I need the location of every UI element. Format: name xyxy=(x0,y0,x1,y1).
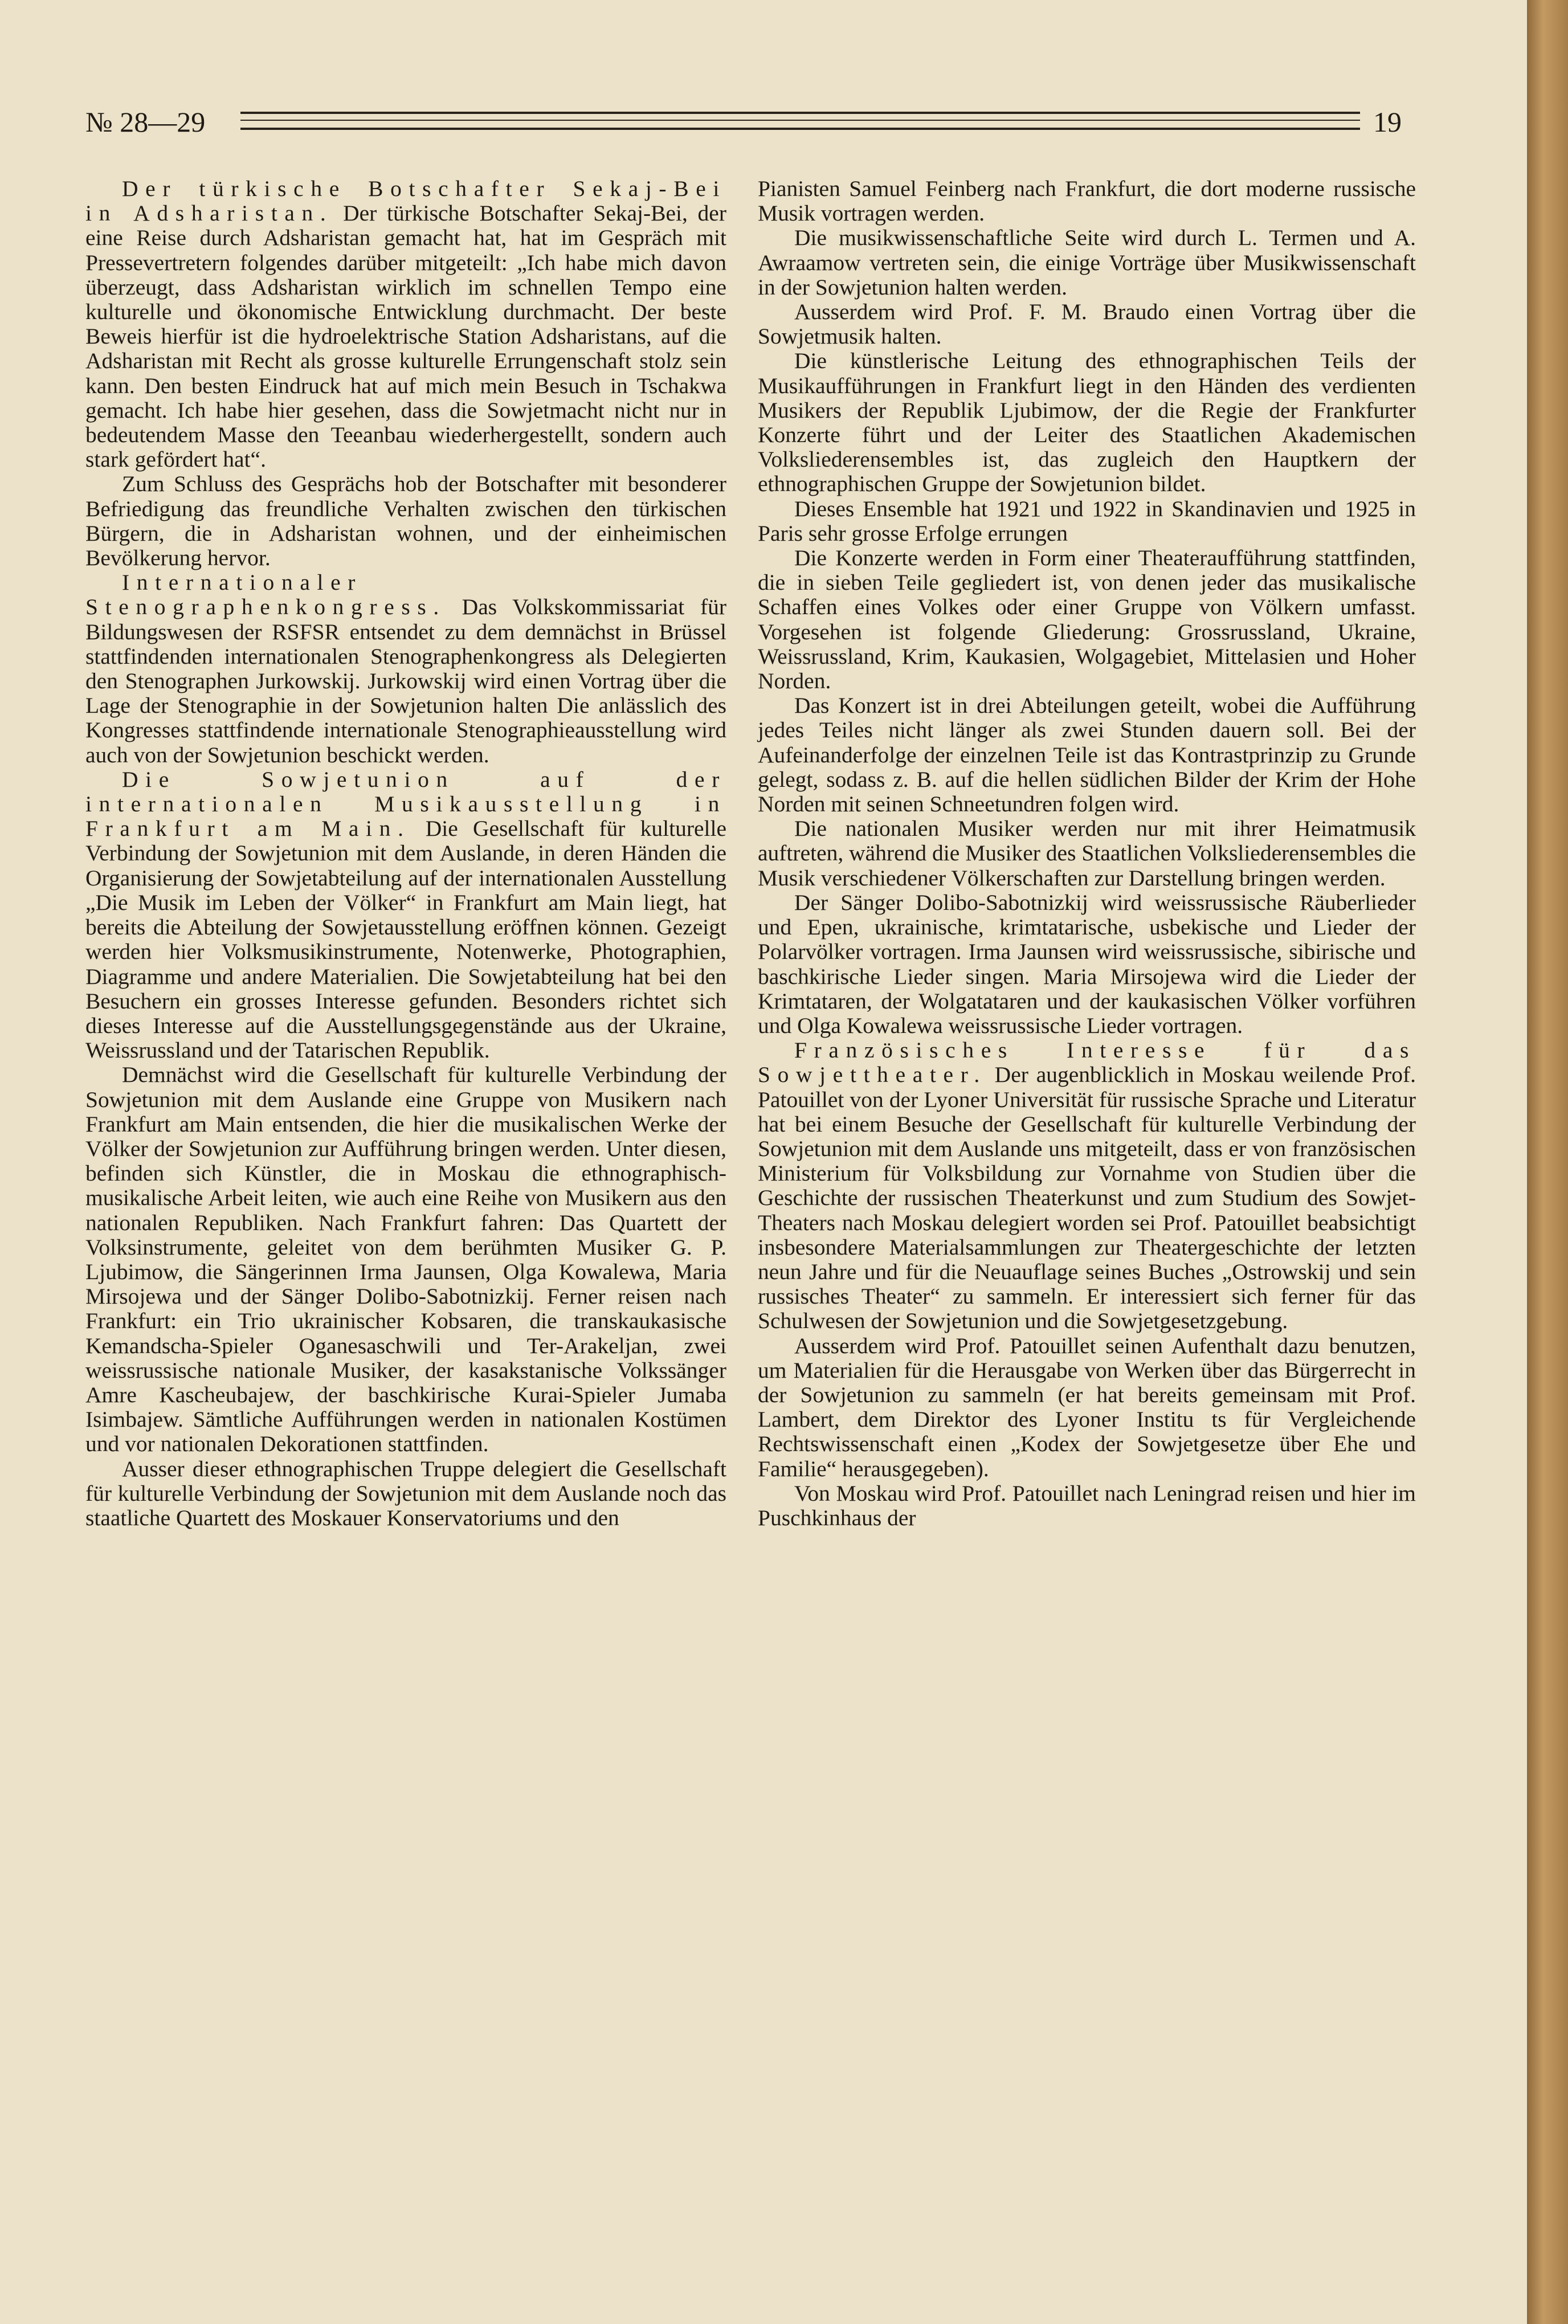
article-paragraph xyxy=(85,472,726,570)
paragraph-text: Pianisten Samuel Feinberg nach Frankfurt, die dort moderne russische Musik vortragen werden. xyxy=(758,176,1416,226)
article-paragraph xyxy=(758,1334,1416,1481)
article-paragraph xyxy=(758,816,1416,891)
article-heading: Der türkische Botschafter Sekaj-Bei in Adsharistan. xyxy=(85,176,726,226)
article-paragraph xyxy=(758,497,1416,546)
right-column xyxy=(758,177,1416,1530)
paragraph-text: Der augenblicklich in Moskau weilende Prof. Patouillet von der Lyoner Universität für russische Sprache und Literatur hat bei einem Besuche der Gesellschaft für kulturelle Verbindung der Sowjetunion mit dem Auslande uns mitgeteilt, dass er von französischen Ministerium für Volksbildung zur Vornahme von Studien über die Geschichte der russischen Theaterkunst und zum Studium des Sowjet-Theaters nach Moskau delegiert worden sei Prof. Patouillet beabsichtigt insbesondere Materialsammlungen zur Theatergeschichte der letzten neun Jahre und für die Neuauflage seines Buches „Ostrowskij und sein russisches Theater“ zu sammeln. Er interessiert sich ferner für das Schulwesen der Sowjetunion und die Sowjetgesetzgebung. xyxy=(758,1062,1416,1334)
header-rule-bottom xyxy=(240,128,1360,130)
paragraph-text: Dieses Ensemble hat 1921 und 1922 in Skandinavien und 1925 in Paris sehr grosse Erfolge errungen xyxy=(758,496,1416,546)
paragraph-text: Ausserdem wird Prof. F. M. Braudo einen Vortrag über die Sowjetmusik halten. xyxy=(758,299,1416,349)
paragraph-text: Die musikwissenschaftliche Seite wird durch L. Termen und A. Awraamow vertreten sein, die einige Vorträge über Musikwissenschaft in der Sowjetunion halten werden. xyxy=(758,225,1416,300)
article-paragraph xyxy=(758,177,1416,226)
paragraph-text: Die nationalen Musiker werden nur mit ihrer Heimatmusik auftreten, während die Musiker des Staatlichen Volksliederensembles die Musik verschiedener Völkerschaften zur Darstellung bringen werden. xyxy=(758,816,1416,891)
article-paragraph xyxy=(85,570,726,767)
article-paragraph xyxy=(85,177,726,472)
paragraph-text: Die künstlerische Leitung des ethnographischen Teils der Musikaufführungen in Frankfurt liegt in den Händen des verdienten Musikers der Republik Ljubimow, der die Regie der Frankfurter Konzerte führt und der Leiter des Staatlichen Akademischen Volksliederensembles ist, das zugleich den Hauptkern der ethnographischen Gruppe der Sowjetunion bildet. xyxy=(758,348,1416,497)
paragraph-text: Die Gesellschaft für kulturelle Verbindung der Sowjetunion mit dem Auslande, in deren Händen die Organisierung der Sowjetabteilung auf der internationalen Ausstellung „Die Musik im Leben der Völker“ in Frankfurt am Main liegt, hat bereits die Abteilung der Sowjetausstellung eröffnen können. Gezeigt werden hier Volksmusikinstrumente, Notenwerke, Photographien, Diagramme und andere Materialien. Die Sowjetabteilung hat bei den Besuchern ein grosses Interesse gefunden. Besonders richtet sich dieses Interesse auf die Ausstellungsgegenstände aus der Ukraine, Weissrussland und der Tatarischen Republik. xyxy=(85,816,727,1063)
article-paragraph xyxy=(85,1457,726,1531)
article-paragraph xyxy=(758,226,1416,300)
paragraph-text: Zum Schluss des Gesprächs hob der Botschafter mit besonderer Befriedigung das freundliche Verhalten zwischen den türkischen Bürgern, die in Adsharistan wohnen, und der einheimischen Bevölkerung hervor. xyxy=(85,471,726,571)
article-paragraph xyxy=(758,693,1416,816)
page-edge xyxy=(1527,0,1568,2324)
header-rule-top xyxy=(240,112,1360,114)
article-paragraph xyxy=(758,1038,1416,1333)
paragraph-text: Das Volkskommissariat für Bildungswesen der RSFSR entsendet zu dem demnächst in Brüssel stattfindenden internationalen Stenographenkongress als Delegierten den Stenographen Jurkowskij. Jurkowskij wird einen Vortrag über die Lage der Stenographie in der Sowjetunion halten Die anlässlich des Kongresses stattfindende internationale Stenographieausstellung wird auch von der Sowjetunion beschickt werden. xyxy=(85,594,727,767)
article-paragraph xyxy=(758,349,1416,496)
article-heading: Internationaler Stenographenkongress. xyxy=(85,570,446,620)
paragraph-text: Von Moskau wird Prof. Patouillet nach Leningrad reisen und hier im Puschkinhaus der xyxy=(758,1480,1416,1530)
paragraph-text: Der türkische Botschafter Sekaj-Bei, der eine Reise durch Adsharistan gemacht hat, hat im Gespräch mit Pressevertretern folgendes darüber mitgeteilt: „Ich habe mich davon überzeugt, dass Adsharistan wirklich im schnellen Tempo eine kulturelle und ökonomische Entwicklung durchmacht. Der beste Beweis hierfür ist die hydroelektrische Station Adsharistans, auf die Adsharistan mit Recht als grosse kulturelle Errungenschaft stolz sein kann. Den besten Eindruck hat auf mich mein Besuch in Tschakwa gemacht. Ich habe hier gesehen, dass die Sowjetmacht nicht nur in bedeutendem Masse den Teeanbau wiederhergestellt, sondern auch stark gefördert hat“. xyxy=(85,201,726,472)
article-heading: Die Sowjetunion auf der internationalen Musikausstellung in Frankfurt am Main. xyxy=(85,766,726,842)
article-paragraph xyxy=(758,1481,1416,1530)
paragraph-text: Das Konzert ist in drei Abteilungen geteilt, wobei die Aufführung jedes Teiles nicht länger als zwei Stunden dauern soll. Bei der Aufeinanderfolge der einzelnen Teile ist das Kontrastprinzip zu Grunde gelegt, sodass z. B. auf die hellen südlichen Bilder der Krim der Hohe Norden mit seinen Schneetundren folgen wird. xyxy=(758,693,1416,817)
paragraph-text: Ausserdem wird Prof. Patouillet seinen Aufenthalt dazu benutzen, um Materialien für die Herausgabe von Werken über das Bürgerrecht in der Sowjetunion zu sammeln (er hat bereits gemeinsam mit Prof. Lambert, dem Direktor des Lyoner Institu ts für Vergleichende Rechtswissenschaft einen „Kodex der Sowjetgesetze über Ehe und Familie“ herausgegeben). xyxy=(758,1333,1416,1481)
paragraph-text: Der Sänger Dolibo-Sabotnizkij wird weissrussische Räuberlieder und Epen, ukrainische, krimtatarische, usbekische und Lieder der Polarvölker vortragen. Irma Jaunsen wird weissrussische, sibirische und baschkirische Lieder singen. Maria Mirsojewa wird die Lieder der Krimtataren, der Wolgatataren und der kaukasischen Völker vorführen und Olga Kowalewa weissrussische Lieder vortragen. xyxy=(758,889,1416,1038)
paragraph-text: Ausser dieser ethnographischen Truppe delegiert die Gesellschaft für kulturelle Verbindung der Sowjetunion mit dem Auslande noch das staatliche Quartett des Moskauer Konservatoriums und den xyxy=(85,1456,726,1530)
article-heading: Französisches Interesse für das Sowjettheater. xyxy=(758,1038,1416,1088)
left-column xyxy=(85,177,726,1530)
paragraph-text: Demnächst wird die Gesellschaft für kulturelle Verbindung der Sowjetunion mit dem Auslande eine Gruppe von Musikern nach Frankfurt am Main entsenden, die hier die musikalischen Werke der Völker der Sowjetunion zur Aufführung bringen werden. Unter diesen, befinden sich Künstler, die in Moskau die ethnographisch-musikalische Arbeit leiten, wie auch eine Reihe von Musikern aus den nationalen Republiken. Nach Frankfurt fahren: Das Quartett der Volksinstrumente, geleitet von dem berühmten Musiker G. P. Ljubimow, die Sängerinnen Irma Jaunsen, Olga Kowalewa, Maria Mirsojewa und der Sänger Dolibo-Sabotnizkij. Ferner reisen nach Frankfurt: ein Trio ukrainischer Kobsaren, die transkaukasische Kemandscha-Spieler Oganesaschwili und Ter-Arakeljan, zwei weissrussische nationale Musiker, der kasakstanische Volkssänger Amre Kascheubajew, der baschkirische Kurai-Spieler Jumaba Isimbajew. Sämtliche Aufführungen werden in nationalen Kostümen und vor nationalen Dekorationen stattfinden. xyxy=(85,1062,726,1457)
header-rule-middle xyxy=(240,120,1360,121)
article-paragraph xyxy=(85,767,726,1063)
issue-number: № 28—29 xyxy=(85,106,206,138)
article-paragraph xyxy=(758,546,1416,693)
paragraph-text: Die Konzerte werden in Form einer Theateraufführung stattfinden, die in sieben Teile gegliedert ist, von denen jeder das musikalische Schaffen eines Volkes oder einer Gruppe von Völkern umfasst. Vorgesehen ist folgende Gliederung: Grossrussland, Ukraine, Weissrussland, Krim, Kaukasien, Wolgagebiet, Mittelasien und Hoher Norden. xyxy=(758,545,1416,694)
article-paragraph xyxy=(758,300,1416,349)
article-paragraph xyxy=(758,891,1416,1038)
page-number: 19 xyxy=(1373,106,1402,138)
article-paragraph xyxy=(85,1063,726,1456)
